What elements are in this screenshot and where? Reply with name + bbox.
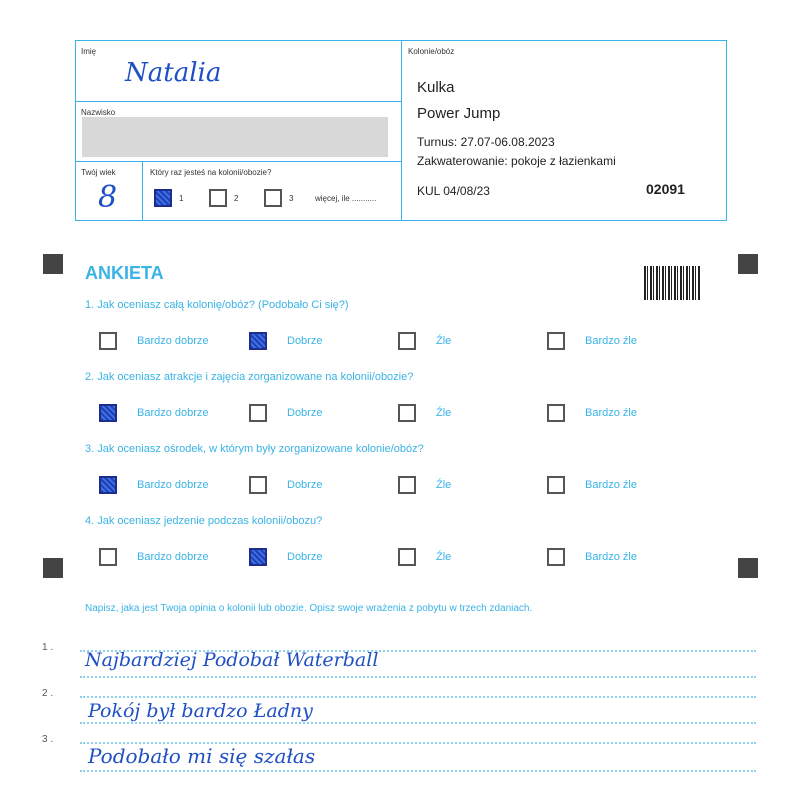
q4-option-bardzo-dobrze: Bardzo dobrze [137,551,209,563]
camp-label: Kolonie/obóz [408,47,455,56]
age-value: 8 [98,180,118,215]
q2-option-bardzo-zle: Bardzo źle [585,407,637,419]
surname-label: Nazwisko [81,108,116,117]
opinion-prompt: Napisz, jaka jest Twoja opinia o kolonii lub obozie. Opisz swoje wrażenia z pobytu w trzech zdaniach. [85,603,533,614]
camp-line-2: Power Jump [417,105,501,122]
name-label: Imię [81,47,97,56]
answer-1-line [80,650,756,652]
answer-1-line-b [80,676,756,678]
q1-option-zle: Źle [436,335,452,347]
q3-checkbox-bardzo-dobrze[interactable] [99,476,117,494]
answer-2-number: 2 . [42,688,54,699]
q2-option-zle: Źle [436,407,452,419]
times-option-2: 2 [234,194,239,203]
q4-option-dobrze: Dobrze [287,551,323,563]
q3-option-zle: Źle [436,479,452,491]
question-1: 1. Jak oceniasz całą kolonię/obóz? (Podobało Ci się?) [85,299,349,311]
answer-3-line-b [80,770,756,772]
q4-option-bardzo-zle: Bardzo źle [585,551,637,563]
q4-option-zle: Źle [436,551,452,563]
times-option-3: 3 [289,194,294,203]
q4-checkbox-bardzo-dobrze[interactable] [99,548,117,566]
times-checkbox-2[interactable] [209,189,227,207]
q3-option-bardzo-dobrze: Bardzo dobrze [137,479,209,491]
q4-checkbox-zle[interactable] [398,548,416,566]
barcode [644,266,700,300]
accommodation: Zakwaterowanie: pokoje z łazienkami [417,154,616,168]
q3-checkbox-bardzo-zle[interactable] [547,476,565,494]
divider-vertical [401,40,402,221]
answer-3-text: Podobało mi się szałas [88,744,316,768]
divider-h2 [75,161,401,162]
answer-2-line [80,696,756,698]
question-2: 2. Jak oceniasz atrakcje i zajęcia zorganizowane na kolonii/obozie? [85,371,414,383]
question-3: 3. Jak oceniasz ośrodek, w którym były zorganizowane kolonie/obóz? [85,443,424,455]
q1-option-dobrze: Dobrze [287,335,323,347]
answer-2-text: Pokój był bardzo Ładny [88,700,313,722]
survey-title: ANKIETA [85,263,164,283]
times-label: Który raz jesteś na kolonii/obozie? [150,168,272,177]
q1-checkbox-zle[interactable] [398,332,416,350]
registration-marker-tl [43,254,63,274]
camp-code: KUL 04/08/23 [417,184,490,198]
times-checkbox-1[interactable] [154,189,172,207]
answer-1-text: Najbardziej Podobał Waterball [85,649,379,671]
q2-checkbox-bardzo-dobrze[interactable] [99,404,117,422]
times-checkbox-3[interactable] [264,189,282,207]
registration-marker-tr [738,254,758,274]
q1-checkbox-dobrze[interactable] [249,332,267,350]
q4-checkbox-bardzo-zle[interactable] [547,548,565,566]
name-value: Natalia [125,58,222,88]
q3-option-dobrze: Dobrze [287,479,323,491]
divider-v-age [142,161,143,221]
times-more: więcej, ile ........... [315,194,377,203]
registration-marker-bl [43,558,63,578]
turnus: Turnus: 27.07-06.08.2023 [417,135,555,149]
q1-option-bardzo-dobrze: Bardzo dobrze [137,335,209,347]
age-label: Twój wiek [81,168,116,177]
q4-checkbox-dobrze[interactable] [249,548,267,566]
q3-option-bardzo-zle: Bardzo źle [585,479,637,491]
answer-3-line [80,742,756,744]
form-number: 02091 [646,181,685,197]
camp-line-1: Kulka [417,79,455,96]
q1-checkbox-bardzo-zle[interactable] [547,332,565,350]
q2-checkbox-zle[interactable] [398,404,416,422]
divider-h1 [75,101,401,102]
question-4: 4. Jak oceniasz jedzenie podczas kolonii/obozu? [85,515,323,527]
q2-option-bardzo-dobrze: Bardzo dobrze [137,407,209,419]
q3-checkbox-zle[interactable] [398,476,416,494]
q2-checkbox-bardzo-zle[interactable] [547,404,565,422]
times-option-1: 1 [179,194,184,203]
q2-checkbox-dobrze[interactable] [249,404,267,422]
answer-3-number: 3 . [42,734,54,745]
q1-checkbox-bardzo-dobrze[interactable] [99,332,117,350]
q1-option-bardzo-zle: Bardzo źle [585,335,637,347]
q2-option-dobrze: Dobrze [287,407,323,419]
redacted-surname [82,117,388,157]
registration-marker-br [738,558,758,578]
q3-checkbox-dobrze[interactable] [249,476,267,494]
answer-1-number: 1 . [42,642,54,653]
answer-2-line-b [80,722,756,724]
